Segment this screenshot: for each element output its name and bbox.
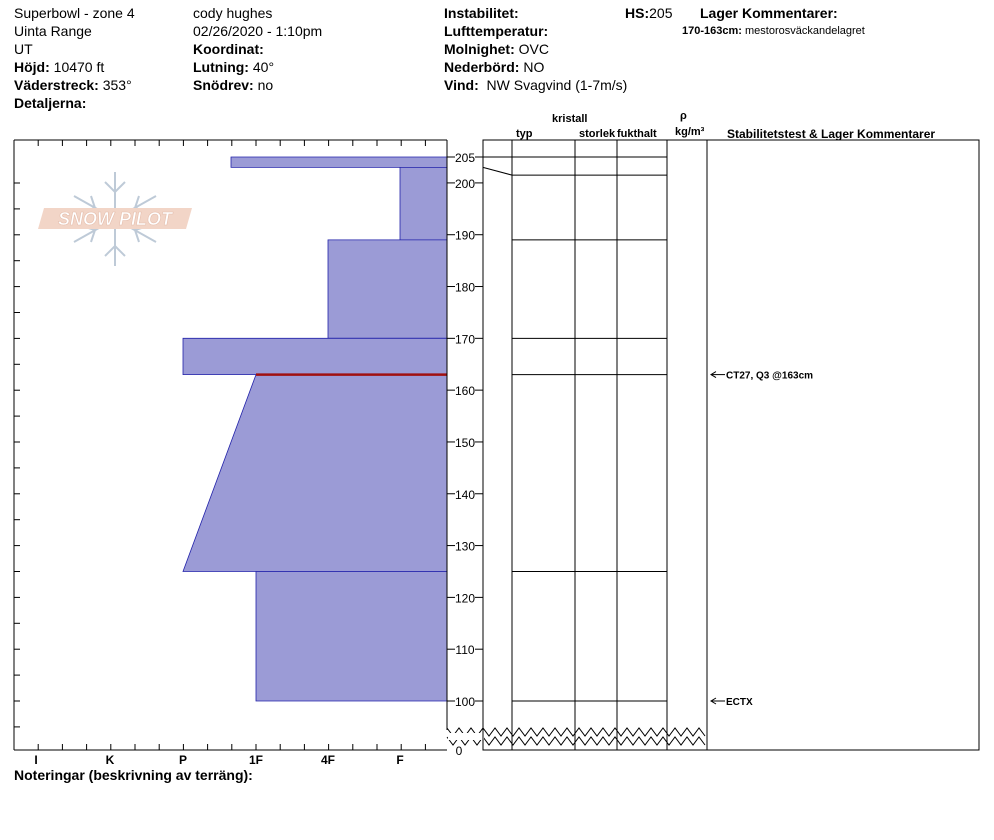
- hardness-layer-0: [231, 157, 447, 167]
- height-label-170: 170: [454, 332, 476, 347]
- hardness-label-4f: 4F: [320, 753, 336, 767]
- moisture-header: fukthalt: [617, 128, 657, 140]
- coordinate-label: Koordinat:: [193, 41, 264, 57]
- precip-value: NO: [523, 59, 545, 75]
- hardness-layer-3: [183, 338, 447, 374]
- test-label-0: CT27, Q3 @163cm: [726, 370, 814, 382]
- airtemp-label: Lufttemperatur:: [444, 23, 549, 39]
- terrain-notes-label: Noteringar (beskrivning av terräng):: [14, 767, 253, 783]
- observer-name: cody hughes: [193, 5, 273, 21]
- layer-grid-frame: [483, 140, 979, 750]
- wind-label: Vind:: [444, 77, 479, 93]
- height-label-100: 100: [454, 695, 476, 709]
- height-label-190: 190: [454, 228, 476, 243]
- hardness-label-f: F: [396, 753, 404, 767]
- aspect-label: Väderstreck:: [14, 77, 99, 93]
- height-label-200: 200: [454, 176, 476, 191]
- hardness-label-k: K: [105, 753, 115, 767]
- hardness-layer-2: [328, 240, 447, 338]
- elevation-label: Höjd:: [14, 59, 50, 75]
- sky-value: OVC: [518, 41, 549, 57]
- height-label-110: 110: [455, 643, 475, 658]
- precip-label: Nederbörd:: [444, 59, 520, 75]
- observation-datetime: 02/26/2020 - 1:10pm: [193, 23, 323, 39]
- height-label-205: 205: [454, 151, 476, 165]
- stability-header: Stabilitetstest & Lager Kommentarer: [727, 127, 936, 141]
- slope-value: 40°: [252, 59, 275, 75]
- crystal-header: kristall: [552, 113, 588, 125]
- layer-comments-label: Lager Kommentarer:: [700, 5, 838, 21]
- hardness-layer-1: [400, 167, 447, 240]
- layer-boundary-connector: [483, 167, 512, 175]
- hardness-label-i: I: [34, 753, 38, 767]
- test-label-1: ECTX: [726, 697, 753, 708]
- location-name: Superbowl - zone 4: [14, 5, 135, 21]
- density-rho-header: ρ: [680, 110, 687, 122]
- hardness-label-p: P: [178, 753, 188, 767]
- logo-text: SNOW PILOT: [58, 209, 172, 229]
- type-header: typ: [516, 128, 533, 140]
- hardness-layer-5: [256, 571, 447, 701]
- slope-label: Lutning:: [193, 59, 249, 75]
- hardness-label-1f: 1F: [248, 753, 264, 767]
- sky-label: Molnighet:: [444, 41, 515, 57]
- layer-comment-range: 170-163cm:: [682, 25, 742, 37]
- layer-comment-text: mestorosväckandelagret: [745, 25, 865, 37]
- hardness-layer-4: [183, 375, 447, 572]
- size-header: storlek: [579, 128, 616, 140]
- snowpilot-logo: [38, 172, 192, 266]
- details-label: Detaljerna:: [14, 95, 87, 111]
- height-label-120: 120: [454, 591, 476, 606]
- hs-label: HS:: [625, 5, 650, 21]
- height-label-0: 0: [455, 744, 463, 758]
- axis-break-lower: [447, 737, 705, 745]
- drift-label: Snödrev:: [193, 77, 254, 93]
- state-name: UT: [14, 41, 33, 57]
- axis-break-gap: [448, 733, 484, 740]
- drift-value: no: [257, 77, 274, 93]
- wind-value: NW Svagvind (1-7m/s): [486, 77, 628, 93]
- height-label-130: 130: [454, 539, 476, 554]
- axis-break-upper: [447, 728, 705, 736]
- height-label-180: 180: [454, 280, 476, 295]
- height-label-140: 140: [454, 487, 476, 502]
- height-label-150: 150: [454, 435, 476, 450]
- instability-label: Instabilitet:: [444, 5, 519, 21]
- density-unit-header: kg/m³: [675, 126, 705, 138]
- hs-value: 205: [649, 5, 673, 21]
- range-name: Uinta Range: [14, 23, 92, 39]
- aspect-value: 353°: [102, 77, 132, 93]
- height-label-160: 160: [454, 384, 476, 399]
- elevation-value: 10470 ft: [53, 59, 105, 75]
